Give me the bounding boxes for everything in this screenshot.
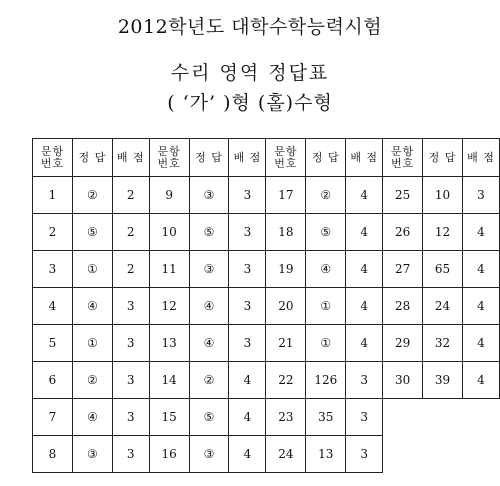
answer-cell: ④ <box>189 325 229 362</box>
answer-header: 정 답 <box>189 139 229 177</box>
table-row <box>33 399 500 436</box>
points-cell: 4 <box>462 288 499 325</box>
answer-cell: ① <box>306 288 346 325</box>
answer-cell: 32 <box>423 325 463 362</box>
answer-header: 정 답 <box>306 139 346 177</box>
question-number-cell: 1 <box>33 177 73 214</box>
table-row <box>33 436 500 473</box>
points-cell: 3 <box>229 177 266 214</box>
question-number-header: 문항 번호 <box>33 139 73 177</box>
question-number-header: 문항 번호 <box>383 139 423 177</box>
question-number-cell: 24 <box>266 436 306 473</box>
question-number-header: 문항 번호 <box>266 139 306 177</box>
points-cell: 4 <box>462 325 499 362</box>
points-cell: 4 <box>346 325 383 362</box>
points-cell: 3 <box>229 251 266 288</box>
points-cell: 2 <box>112 251 149 288</box>
points-cell: 3 <box>462 177 499 214</box>
answer-cell: 126 <box>306 362 346 399</box>
answer-cell: 65 <box>423 251 463 288</box>
points-header: 배 점 <box>346 139 383 177</box>
answer-cell: 12 <box>423 214 463 251</box>
empty-cell <box>423 399 463 436</box>
answer-sheet-title: 수리 영역 정답표 <box>170 62 330 84</box>
answer-cell: ③ <box>189 251 229 288</box>
answer-cell: 24 <box>423 288 463 325</box>
answer-cell: ③ <box>72 436 112 473</box>
question-number-cell: 20 <box>266 288 306 325</box>
empty-cell <box>462 399 499 436</box>
points-cell: 4 <box>229 399 266 436</box>
empty-cell <box>423 436 463 473</box>
answer-cell: ② <box>72 177 112 214</box>
question-number-cell: 7 <box>33 399 73 436</box>
points-cell: 4 <box>229 362 266 399</box>
question-number-cell: 11 <box>149 251 189 288</box>
points-cell: 3 <box>112 436 149 473</box>
points-cell: 4 <box>346 251 383 288</box>
points-cell: 3 <box>229 288 266 325</box>
answer-cell: ③ <box>189 436 229 473</box>
points-cell: 3 <box>112 288 149 325</box>
answer-cell: ① <box>72 251 112 288</box>
question-number-cell: 21 <box>266 325 306 362</box>
question-number-cell: 15 <box>149 399 189 436</box>
points-cell: 2 <box>112 214 149 251</box>
points-header: 배 점 <box>229 139 266 177</box>
question-number-cell: 12 <box>149 288 189 325</box>
points-cell: 3 <box>229 325 266 362</box>
points-cell: 3 <box>346 362 383 399</box>
question-number-cell: 13 <box>149 325 189 362</box>
question-number-cell: 22 <box>266 362 306 399</box>
empty-cell <box>383 399 423 436</box>
table-row <box>33 251 500 288</box>
answer-cell: ⑤ <box>189 214 229 251</box>
answer-table <box>32 138 500 473</box>
exam-type-subtitle: ( ‘가’ )형 (홀)수형 <box>167 92 333 114</box>
points-cell: 4 <box>462 362 499 399</box>
question-number-cell: 18 <box>266 214 306 251</box>
points-header: 배 점 <box>462 139 499 177</box>
question-number-cell: 8 <box>33 436 73 473</box>
table-row <box>33 177 500 214</box>
answer-cell: 10 <box>423 177 463 214</box>
question-number-cell: 23 <box>266 399 306 436</box>
points-header: 배 점 <box>112 139 149 177</box>
points-cell: 3 <box>112 399 149 436</box>
answer-cell: ⑤ <box>72 214 112 251</box>
answer-cell: ④ <box>72 399 112 436</box>
question-number-cell: 10 <box>149 214 189 251</box>
answer-header: 정 답 <box>423 139 463 177</box>
table-row <box>33 325 500 362</box>
answer-cell: ④ <box>189 288 229 325</box>
question-number-cell: 3 <box>33 251 73 288</box>
answer-cell: ⑤ <box>189 399 229 436</box>
question-number-cell: 2 <box>33 214 73 251</box>
question-number-cell: 9 <box>149 177 189 214</box>
question-number-cell: 30 <box>383 362 423 399</box>
points-cell: 4 <box>346 177 383 214</box>
table-row <box>33 214 500 251</box>
answer-cell: ④ <box>72 288 112 325</box>
answer-cell: ② <box>189 362 229 399</box>
question-number-cell: 4 <box>33 288 73 325</box>
answer-cell: ② <box>306 177 346 214</box>
points-cell: 4 <box>462 214 499 251</box>
empty-cell <box>462 436 499 473</box>
points-cell: 3 <box>346 399 383 436</box>
question-number-cell: 16 <box>149 436 189 473</box>
points-cell: 3 <box>229 214 266 251</box>
points-cell: 3 <box>346 436 383 473</box>
answer-cell: ④ <box>306 251 346 288</box>
empty-cell <box>383 436 423 473</box>
answer-cell: ② <box>72 362 112 399</box>
answer-header: 정 답 <box>72 139 112 177</box>
points-cell: 4 <box>229 436 266 473</box>
question-number-cell: 17 <box>266 177 306 214</box>
question-number-cell: 5 <box>33 325 73 362</box>
answer-cell: 39 <box>423 362 463 399</box>
question-number-cell: 29 <box>383 325 423 362</box>
answer-cell: ⑤ <box>306 214 346 251</box>
points-cell: 4 <box>346 214 383 251</box>
answer-cell: ① <box>306 325 346 362</box>
question-number-cell: 27 <box>383 251 423 288</box>
points-cell: 3 <box>112 325 149 362</box>
points-cell: 4 <box>462 251 499 288</box>
question-number-cell: 28 <box>383 288 423 325</box>
answer-cell: 13 <box>306 436 346 473</box>
answer-cell: ③ <box>189 177 229 214</box>
question-number-cell: 14 <box>149 362 189 399</box>
question-number-cell: 26 <box>383 214 423 251</box>
question-number-cell: 19 <box>266 251 306 288</box>
table-row <box>33 362 500 399</box>
question-number-header: 문항 번호 <box>149 139 189 177</box>
question-number-cell: 6 <box>33 362 73 399</box>
exam-title: 2012학년도 대학수학능력시험 <box>117 16 383 38</box>
points-cell: 2 <box>112 177 149 214</box>
points-cell: 3 <box>112 362 149 399</box>
answer-cell: ① <box>72 325 112 362</box>
answer-cell: 35 <box>306 399 346 436</box>
question-number-cell: 25 <box>383 177 423 214</box>
table-row <box>33 288 500 325</box>
points-cell: 4 <box>346 288 383 325</box>
